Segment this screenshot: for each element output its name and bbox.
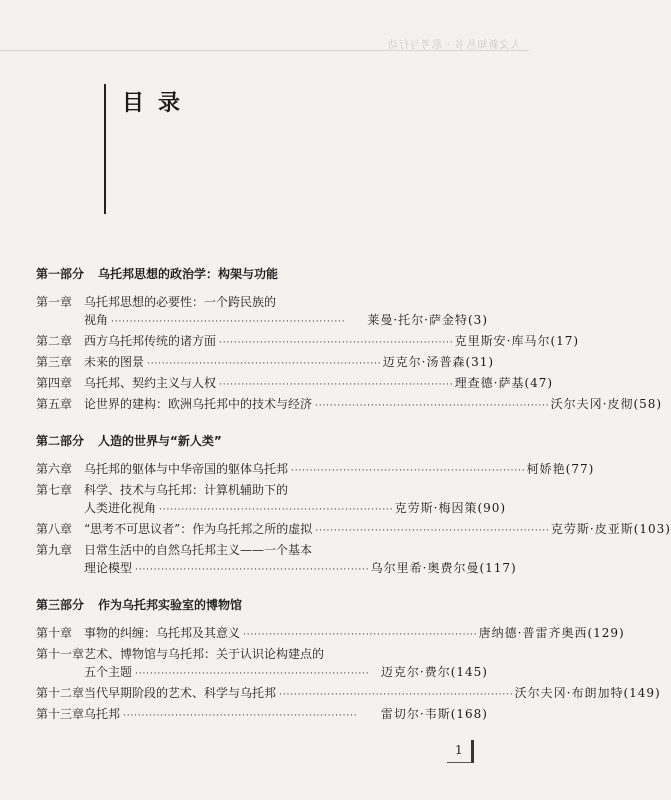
chapter-title-line: 论世界的建构：欧洲乌托邦中的技术与经济	[84, 397, 313, 411]
chapter-author: 沃尔夫冈·布朗加特	[514, 686, 624, 700]
dot-leader	[159, 499, 392, 517]
chapter-title-line: “思考不可思议者”：作为乌托邦之所的虚拟	[84, 522, 313, 536]
chapter-title-line: 当代早期阶段的艺术、科学与乌托邦	[84, 686, 277, 700]
toc-chapter-entry	[36, 395, 663, 413]
chapter-author: 沃尔夫冈·皮彻	[550, 397, 634, 411]
chapter-page: (77)	[565, 462, 595, 476]
toc-chapter-entry	[36, 353, 495, 371]
part-title: 作为乌托邦实验室的博物馆	[98, 597, 243, 612]
part-number: 第一部分	[36, 266, 85, 281]
chapter-page: (17)	[550, 334, 580, 348]
title-rule	[104, 84, 195, 214]
chapter-author: 莱曼·托尔·萨金特	[367, 313, 468, 327]
chapter-page: (145)	[450, 665, 488, 679]
chapter-number: 第七章	[36, 483, 73, 497]
chapter-number: 第八章	[36, 522, 73, 536]
chapter-page: (47)	[524, 376, 554, 390]
chapter-title-line: 乌托邦	[84, 707, 121, 721]
chapter-page: (149)	[623, 686, 661, 700]
dot-leader	[111, 311, 364, 329]
chapter-page: (31)	[465, 355, 495, 369]
chapter-title-line: 事物的纠缠：乌托邦及其意义	[84, 626, 241, 640]
part-number: 第三部分	[36, 597, 85, 612]
chapter-page: (90)	[477, 501, 507, 515]
chapter-title-line: 人类进化视角	[84, 501, 157, 515]
chapter-title-line: 乌托邦、契约主义与人权	[84, 376, 217, 390]
toc-chapter-entry	[36, 541, 517, 577]
dot-leader	[291, 460, 524, 478]
dot-leader	[279, 684, 512, 702]
chapter-number: 第二章	[36, 334, 73, 348]
chapter-title-line: 日常生活中的自然乌托邦主义——一个基本	[84, 543, 313, 557]
chapter-number: 第十三章	[36, 707, 85, 721]
dot-leader	[315, 395, 548, 413]
dot-leader	[147, 353, 380, 371]
chapter-number: 第五章	[36, 397, 73, 411]
chapter-author: 雷切尔·韦斯	[380, 707, 451, 721]
chapter-number: 第一章	[36, 295, 73, 309]
toc-chapter-entry	[36, 332, 580, 350]
chapter-number: 第十二章	[36, 686, 85, 700]
toc-chapter-entry	[36, 520, 671, 538]
toc-chapter-entry	[36, 705, 488, 723]
dot-leader	[219, 374, 452, 392]
dot-leader	[135, 559, 368, 577]
toc-chapter-entry	[36, 481, 507, 517]
chapter-title-line: 未来的图景	[84, 355, 145, 369]
page-title: 目录	[122, 91, 195, 116]
chapter-page: (103)	[633, 522, 671, 536]
dot-leader	[123, 705, 378, 723]
chapter-page: (3)	[468, 313, 488, 327]
chapter-title-line: 五个主题	[84, 665, 133, 679]
table-of-contents	[36, 263, 671, 726]
chapter-title-line: 乌托邦思想的必要性：一个跨民族的	[84, 295, 277, 309]
chapter-number: 第六章	[36, 462, 73, 476]
chapter-title-line: 理论模型	[84, 561, 133, 575]
dot-leader	[243, 624, 476, 642]
toc-chapter-entry	[36, 293, 488, 329]
part-number: 第二部分	[36, 433, 85, 448]
toc-part-heading	[36, 430, 488, 450]
toc-part-heading	[36, 263, 488, 283]
chapter-title-line: 西方乌托邦传统的诸方面	[84, 334, 217, 348]
chapter-author: 迈克尔·汤普森	[382, 355, 466, 369]
chapter-title-line: 乌托邦的躯体与中华帝国的躯体乌托邦	[84, 462, 289, 476]
chapter-number: 第三章	[36, 355, 73, 369]
chapter-author: 迈克尔·费尔	[380, 665, 451, 679]
dot-leader	[135, 663, 378, 681]
chapter-author: 克劳斯·皮亚斯	[550, 522, 634, 536]
chapter-author: 理查德·萨基	[454, 376, 525, 390]
dot-leader	[219, 332, 452, 350]
series-title-show-through: 人文新知丛书 · 思考与行动	[387, 40, 521, 51]
chapter-page: (58)	[633, 397, 663, 411]
toc-part-heading	[36, 594, 488, 614]
chapter-page: (117)	[479, 561, 517, 575]
chapter-title-line: 科学、技术与乌托邦：计算机辅助下的	[84, 483, 289, 497]
chapter-author: 唐纳德·普雷齐奥西	[478, 626, 588, 640]
part-title: 乌托邦思想的政治学：构架与功能	[98, 266, 279, 281]
chapter-page: (168)	[450, 707, 488, 721]
part-title: 人造的世界与“新人类”	[98, 433, 222, 448]
toc-chapter-entry	[36, 460, 595, 478]
toc-chapter-entry	[36, 374, 554, 392]
dot-leader	[315, 520, 548, 538]
chapter-author: 克里斯安·库马尔	[454, 334, 551, 348]
chapter-page: (129)	[587, 626, 625, 640]
chapter-author: 柯娇艳	[526, 462, 566, 476]
chapter-title-line: 艺术、博物馆与乌托邦：关于认识论构建点的	[84, 647, 325, 661]
chapter-number: 第四章	[36, 376, 73, 390]
page-number: 1	[455, 743, 463, 757]
toc-chapter-entry	[36, 624, 625, 642]
chapter-number: 第十章	[36, 626, 73, 640]
chapter-author: 乌尔里希·奥费尔曼	[370, 561, 480, 575]
chapter-number: 第十一章	[36, 647, 85, 661]
toc-chapter-entry	[36, 684, 661, 702]
chapter-number: 第九章	[36, 543, 73, 557]
toc-chapter-entry	[36, 645, 488, 681]
chapter-author: 克劳斯·梅因策	[394, 501, 478, 515]
running-header	[0, 36, 529, 51]
chapter-title-line: 视角	[84, 313, 109, 327]
